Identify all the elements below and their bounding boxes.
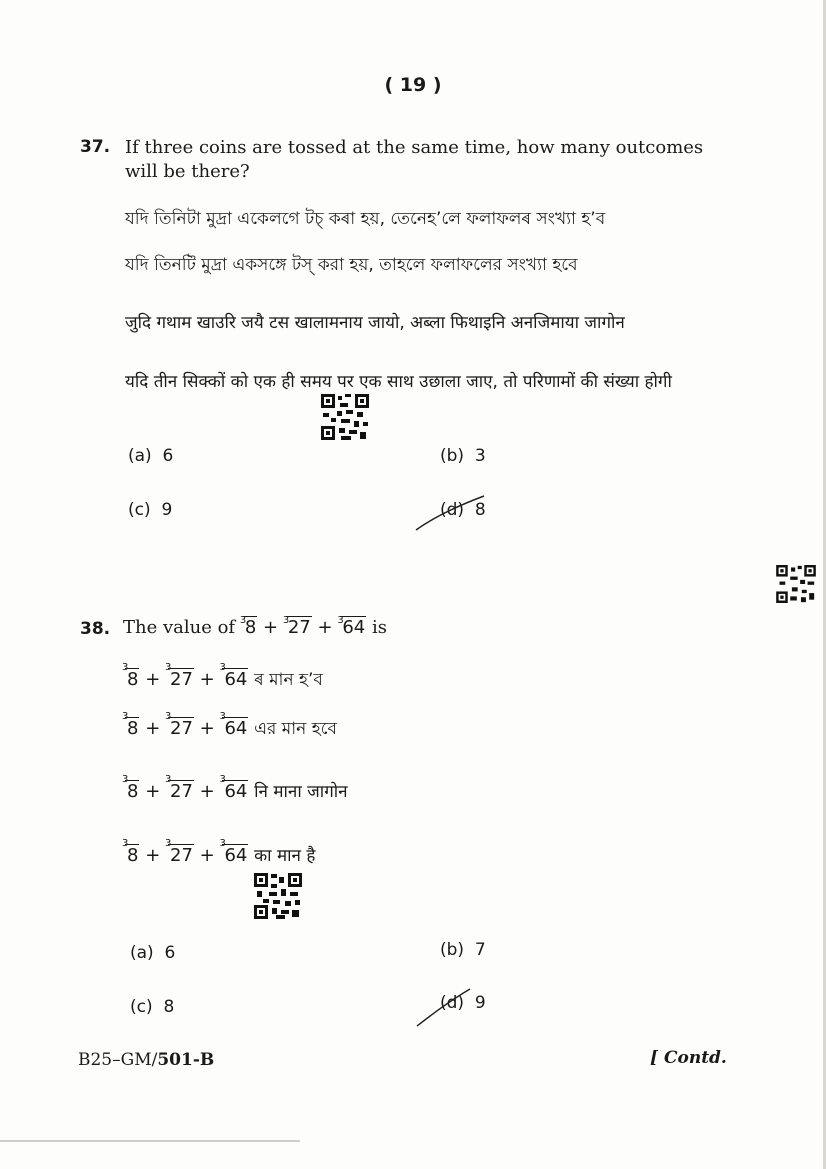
answer-tick-mark-icon: [412, 494, 488, 534]
qr-code-icon: [321, 394, 369, 440]
radicand: 8: [127, 669, 139, 690]
root-index: 3: [165, 774, 172, 785]
plus-sign: +: [199, 718, 215, 739]
question-37-bengali: যদি তিনটি মুদ্রা একসঙ্গে টস্ করা হয়, তাহলে ফলাফলের সংখ্যা হবে: [125, 255, 578, 275]
qr-code-icon: [776, 565, 816, 603]
question-37-bodo: जुदि गथाम खाउरि जयै टस खालामनाय जायो, अब्ला फिथाइनि अनजिमाया जागोन: [125, 313, 625, 333]
root-index: 3: [219, 711, 226, 722]
q37-option-b: [440, 446, 486, 466]
root-index: 3: [219, 774, 226, 785]
q38-option-a: [130, 943, 175, 963]
option-value: 8: [163, 997, 175, 1017]
root-index: 3: [282, 615, 290, 626]
radicand: 27: [170, 669, 193, 690]
question-38-prefix: The value of: [123, 617, 236, 638]
assamese-suffix: ৰ মান হ’ব: [254, 670, 323, 690]
radicand: 64: [342, 617, 366, 638]
option-label: (c): [128, 500, 151, 520]
root-index: 3: [219, 662, 226, 673]
question-37-assamese: যদি তিনিটা মুদ্ৰা একেলগে টচ্ কৰা হয়, তেনেহ’লে ফলাফলৰ সংখ্যা হ’ব: [125, 209, 606, 229]
plus-sign: +: [199, 781, 215, 802]
root-index: 3: [165, 838, 172, 849]
radicand: 8: [127, 781, 139, 802]
root-index: 3: [122, 662, 129, 673]
question-38-bodo: [122, 774, 348, 802]
radicand: 8: [127, 718, 139, 739]
radicand: 27: [170, 781, 193, 802]
root-index: 3: [122, 711, 129, 722]
question-38-english: [123, 616, 387, 640]
option-value: 6: [164, 943, 176, 963]
option-value: 9: [474, 993, 486, 1013]
option-label: (d): [440, 993, 465, 1013]
root-index: 3: [165, 662, 172, 673]
radicand: 8: [127, 845, 139, 866]
q37-option-c: [128, 500, 172, 520]
plus-sign: +: [145, 718, 161, 739]
question-38-suffix: is: [371, 617, 387, 638]
question-37-english-line1: If three coins are tossed at the same time, how many outcomes: [125, 137, 704, 158]
root-index: 3: [337, 615, 344, 626]
plus-sign: +: [145, 669, 161, 690]
continued-label: [ Contd.: [650, 1048, 727, 1068]
question-37-number: 37.: [80, 137, 111, 157]
radicand: 64: [224, 845, 248, 866]
radicand: 64: [224, 718, 248, 739]
option-value: 6: [162, 446, 174, 466]
bodo-suffix: नि माना जागोन: [254, 782, 348, 802]
plus-sign: +: [199, 845, 215, 866]
answer-tick-mark-icon: [414, 986, 474, 1030]
root-index: 3: [219, 838, 226, 849]
question-37-english: [125, 136, 703, 184]
question-38-assamese: [122, 662, 323, 695]
radicand: 27: [170, 718, 193, 739]
question-38-number: 38.: [80, 619, 111, 639]
option-value: 9: [161, 500, 173, 520]
question-37-hindi: यदि तीन सिक्कों को एक ही समय पर एक साथ उछाला जाए, तो परिणामों की संख्या होगी: [125, 372, 672, 392]
radicand: 27: [287, 617, 311, 638]
q37-option-a: [128, 446, 173, 466]
root-index: 3: [122, 838, 129, 849]
plus-sign: +: [145, 781, 161, 802]
option-label: (b): [440, 940, 465, 960]
q38-option-b: [440, 940, 486, 960]
plus-sign: +: [145, 845, 161, 866]
question-38-bengali: [122, 711, 337, 744]
plus-sign: +: [317, 617, 333, 638]
question-37-english-line2: will be there?: [125, 161, 250, 182]
root-index: 3: [239, 615, 247, 626]
qr-code-icon: [254, 873, 302, 919]
option-label: (a): [130, 943, 154, 963]
q38-option-c: [130, 997, 174, 1017]
page-number: ( 19 ): [384, 74, 442, 96]
root-index: 3: [165, 711, 172, 722]
option-value: 3: [474, 446, 486, 466]
paper-code-prefix: B25–GM/: [78, 1050, 158, 1070]
option-label: (c): [130, 997, 153, 1017]
page-edge-bottom: [0, 1140, 300, 1142]
plus-sign: +: [263, 617, 279, 638]
plus-sign: +: [199, 669, 215, 690]
root-index: 3: [122, 774, 129, 785]
bengali-suffix: এর মান হবে: [254, 719, 337, 739]
option-label: (a): [128, 446, 152, 466]
option-value: 8: [474, 500, 486, 520]
radicand: 27: [170, 845, 193, 866]
option-label: (b): [440, 446, 465, 466]
radicand: 8: [244, 617, 257, 638]
cube-root-expression: [241, 617, 372, 638]
question-38-hindi: [122, 838, 316, 866]
option-value: 7: [474, 940, 486, 960]
option-label: (d): [440, 500, 465, 520]
radicand: 64: [224, 781, 248, 802]
paper-code-bold: 501-B: [157, 1050, 215, 1070]
paper-code: [78, 1050, 214, 1070]
radicand: 64: [224, 669, 248, 690]
hindi-suffix: का मान है: [254, 846, 316, 866]
